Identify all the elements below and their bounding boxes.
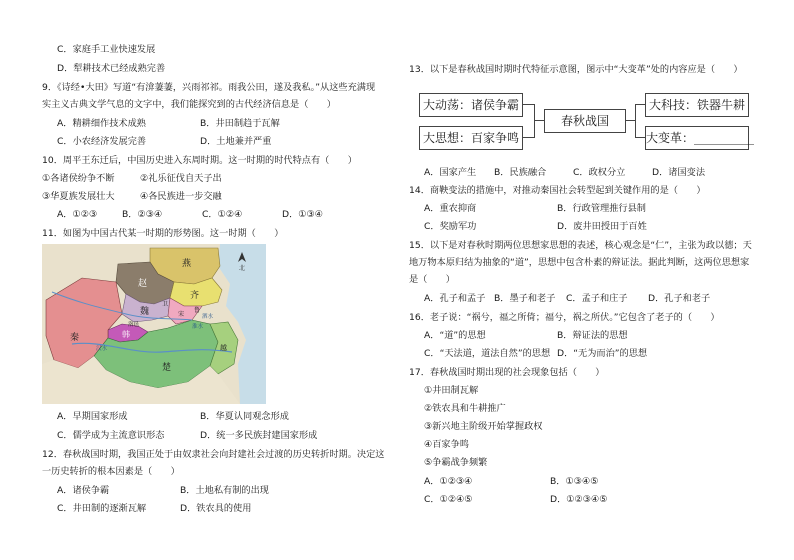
map-label-luoyi: 洛邑 [128,322,140,328]
q15-stem-line1: 15．以下是对春秋时期两位思想家思想的表述，核心观念是“仁”，主张为政以德；天 [409,240,752,251]
q12-option-b: B．土地私有制的出现 [180,485,269,496]
q14-option-c: C．奖励军功 [424,221,477,232]
q12-option-a: A．诸侯争霸 [57,485,110,496]
q17-item-5: ⑤争霸战争频繁 [424,457,488,468]
q11-stem: 11．如图为中国古代某一时期的形势图。这一时期（ ） [42,228,284,239]
diagram-connector [635,104,636,138]
diagram-box-turmoil: 大动荡：诸侯争霸 [419,93,523,117]
q10-option-c: C．①②④ [202,209,243,220]
q9-option-b: B．井田制趋于瓦解 [200,118,280,129]
diagram-box-center: 春秋战国 [544,109,626,133]
q12-option-c: C．井田制的逐渐瓦解 [57,503,147,514]
q13-option-a: A．国家产生 [424,167,477,178]
q15-option-a: A．孔子和孟子 [424,293,486,304]
q17-stem: 17．春秋战国时期出现的社会现象包括（ ） [409,367,605,378]
diagram-connector [522,104,534,105]
q16-option-a: A．“道”的思想 [424,330,486,341]
diagram-connector [534,104,535,138]
q10-option-a: A．①②③ [57,209,98,220]
q9-option-d: D．土地兼并严重 [200,136,272,147]
q15-option-d: D．孔子和老子 [648,293,711,304]
diagram-connector [635,104,645,105]
q15-stem-line3: 是（ ） [409,274,455,285]
q9-stem-line1: 9．《诗经•大田》写道“有渰萋萋，兴雨祁祁。雨我公田，遂及我私。”从这些充满现 [42,82,376,93]
q11-option-d: D．统一多民族封建国家形成 [200,430,318,441]
map-label-wei-small: 卫 [162,301,169,308]
diagram-connector [522,137,534,138]
q15-option-c: C．孟子和庄子 [566,293,628,304]
prev-option-d: D．犁耕技术已经成熟完善 [57,63,166,74]
map-label-zhao: 赵 [138,279,148,289]
q17-item-1: ①井田制瓦解 [424,385,479,396]
q11-option-a: A．早期国家形成 [57,411,128,422]
q17-item-3: ③新兴地主阶级开始掌握政权 [424,421,543,432]
map-label-qin: 秦 [70,333,80,343]
q13-stem: 13．以下是春秋战国时期时代特征示意图，图示中“大变革”处的内容应是（ ） [409,64,743,75]
map-label-qi: 齐 [190,291,200,301]
diagram-box-reform: 大变革：__________ [645,126,749,150]
q9-option-c: C．小农经济发展完善 [57,136,147,147]
prev-option-c: C．家庭手工业快速发展 [57,44,156,55]
q17-item-4: ④百家争鸣 [424,439,469,450]
warring-states-map [42,244,266,404]
map-label-yan: 燕 [182,259,192,269]
map-label-north: 北 [239,265,246,272]
map-label-yue: 越 [220,344,227,352]
q12-stem-line2: 一历史转折的根本因素是（ ） [42,466,180,477]
q10-option-b: B．②③④ [122,209,163,220]
q16-option-d: D．“无为而治”的思想 [557,348,648,359]
q13-option-d: D．诸国变法 [652,167,706,178]
map-label-si-river: 泗水 [202,314,214,320]
diagram-connector [534,120,544,121]
q17-option-a: A．①②③④ [424,476,473,487]
q17-option-b: B．①③④⑤ [550,476,599,487]
q13-option-c: C．政权分立 [573,167,626,178]
q17-item-2: ②铁农具和牛耕推广 [424,403,506,414]
q11-option-b: B．华夏认同观念形成 [200,411,289,422]
q10-stem: 10．周平王东迁后，中国历史进入东周时期。这一时期的时代特点有（ ） [42,155,357,166]
q15-stem-line2: 地万物本原归结为抽象的“道”，思想中包含朴素的辩证法。据此判断，这两位思想家 [409,257,750,268]
q14-option-d: D．废井田授田于百姓 [557,221,647,232]
q10-item-4: ④各民族进一步交融 [140,191,222,202]
q14-option-b: B．行政管理推行县制 [557,203,646,214]
map-label-chu: 楚 [162,363,172,373]
map-label-song: 宋 [178,311,185,318]
q10-item-3: ③华夏族发展壮大 [42,191,115,202]
q14-option-a: A．重农抑商 [424,203,477,214]
map-label-huai-river: 淮水 [192,324,204,330]
q13-option-b: B．民族融合 [494,167,547,178]
q16-option-b: B．辩证法的思想 [557,330,628,341]
diagram-box-technology: 大科技：铁器牛耕 [645,93,749,117]
q12-option-d: D．铁农具的使用 [180,503,252,514]
q11-option-c: C．儒学成为主流意识形态 [57,430,165,441]
q14-stem: 14．商鞅变法的措施中，对推动秦国社会转型起到关键作用的是（ ） [409,185,706,196]
diagram-box-thought: 大思想：百家争鸣 [419,126,523,150]
diagram-connector [625,120,635,121]
map-label-han-river: 汉水 [96,346,108,352]
q16-option-c: C．“天法道，道法自然”的思想 [424,348,551,359]
q10-item-2: ②礼乐征伐自天子出 [140,173,222,184]
q16-stem: 16．老子说：“祸兮，福之所倚；福兮，祸之所伏。”它包含了老子的（ ） [409,312,720,323]
map-label-wei: 魏 [140,307,150,317]
q10-option-d: D．①③④ [282,209,323,220]
diagram-connector [635,137,645,138]
q17-option-c: C．①②④⑤ [424,494,473,505]
q9-stem-line2: 实主义古典文学气息的文字中，我们能探究到的古代经济信息是（ ） [42,99,336,110]
q10-item-1: ①各诸侯纷争不断 [42,173,115,184]
q9-option-a: A．精耕细作技术成熟 [57,118,146,129]
q17-option-d: D．①②③④⑤ [550,494,608,505]
q15-option-b: B．墨子和老子 [494,293,556,304]
q12-stem-line1: 12．春秋战国时期，我国正处于由奴隶社会向封建社会过渡的历史转折时期。决定这 [42,449,385,460]
map-label-lu: 鲁 [194,307,201,314]
map-label-han: 韩 [122,330,130,339]
